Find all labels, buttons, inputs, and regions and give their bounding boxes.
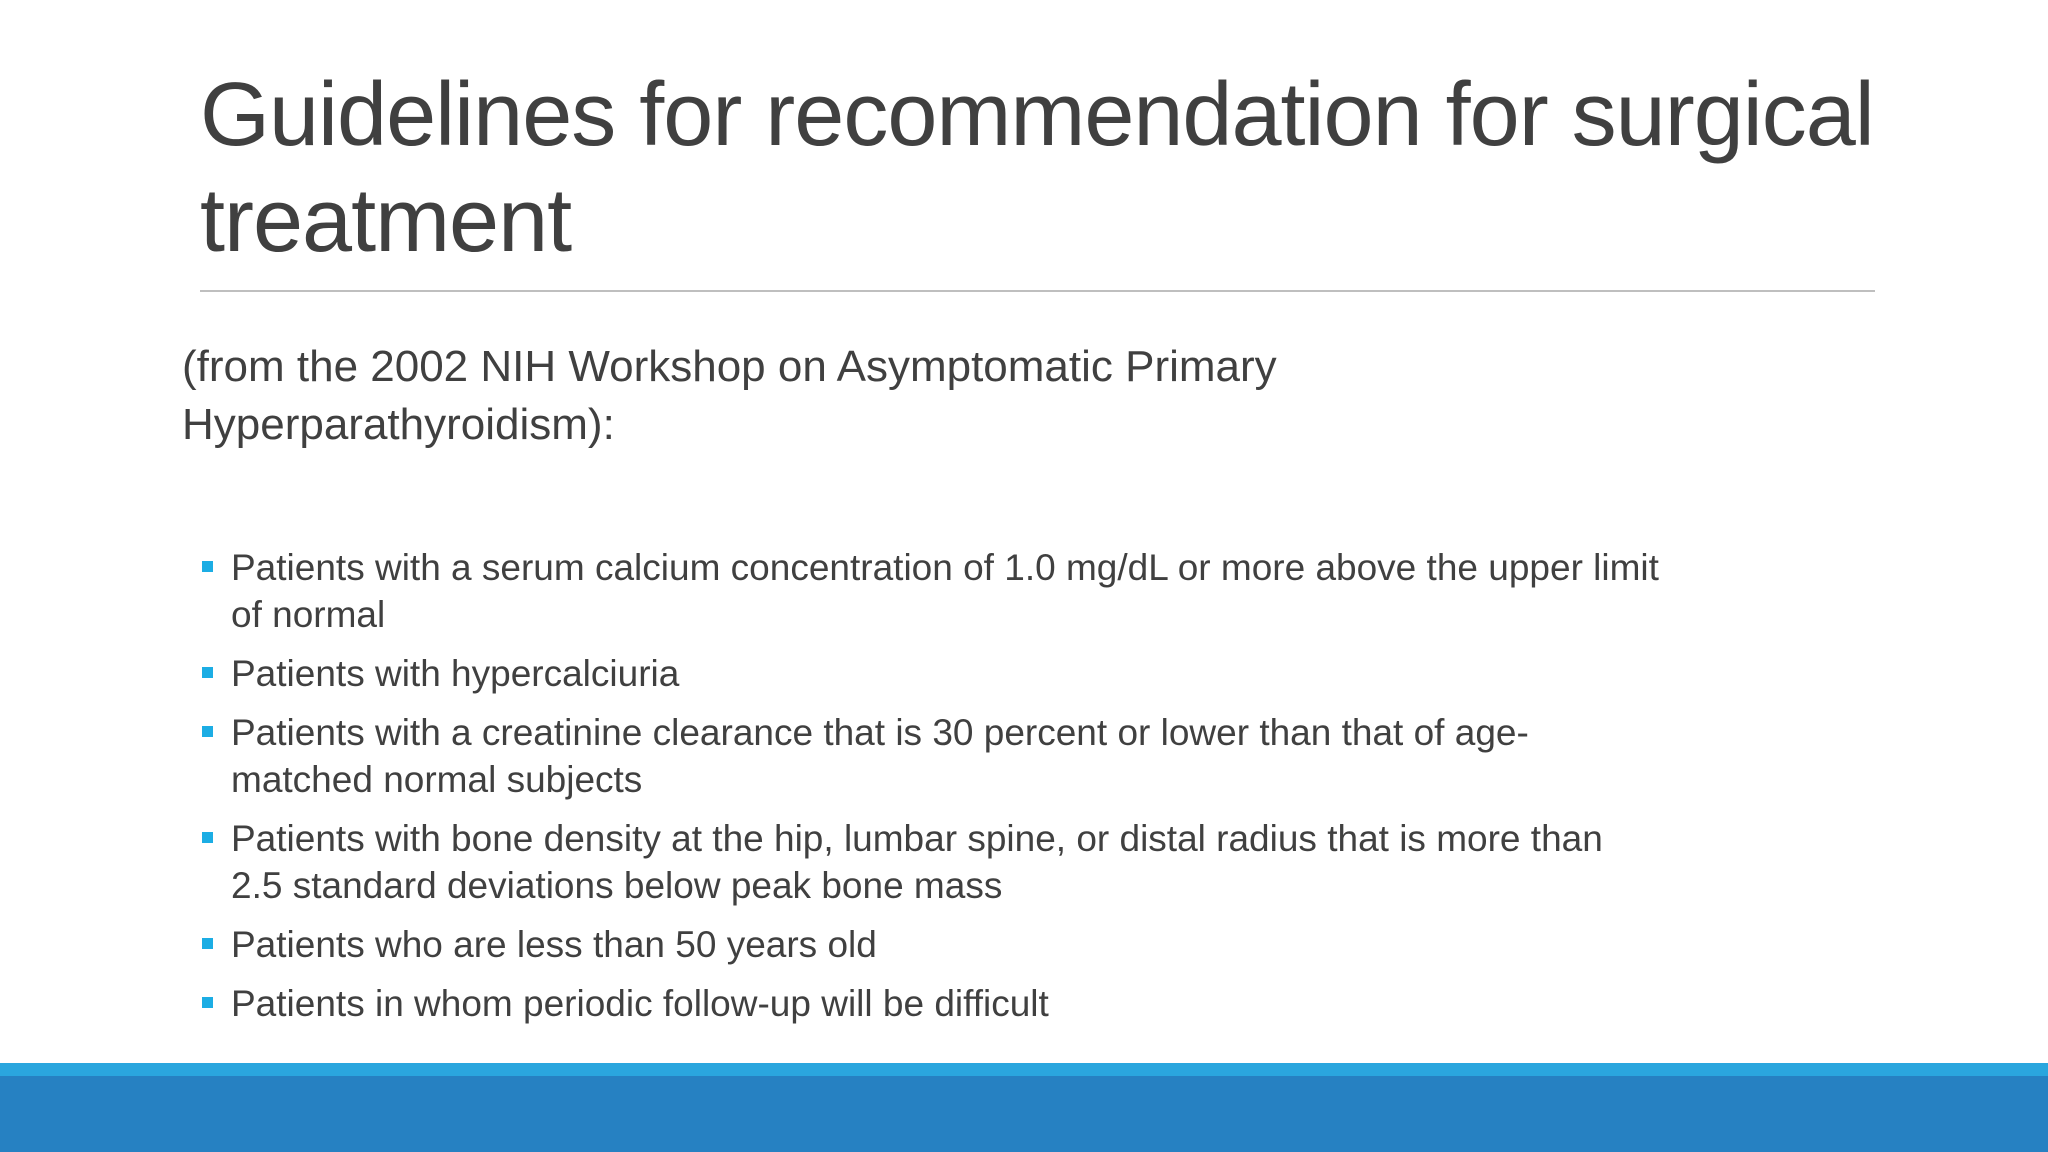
bullet-text: Patients with a serum calcium concentration of 1.0 mg/dL or more above the upper limit of normal <box>231 547 1659 635</box>
bullet-item <box>200 815 1660 909</box>
square-bullet-icon <box>202 832 213 843</box>
title-divider <box>200 290 1875 292</box>
square-bullet-icon <box>202 938 213 949</box>
footer-band-accent <box>0 1063 2048 1076</box>
bullet-item <box>200 650 1660 697</box>
square-bullet-icon <box>202 997 213 1008</box>
bullet-text: Patients who are less than 50 years old <box>231 924 877 965</box>
bullet-list <box>200 544 1660 1039</box>
bullet-text: Patients with bone density at the hip, lumbar spine, or distal radius that is more than 2.5 standard deviations below peak bone mass <box>231 818 1603 906</box>
square-bullet-icon <box>202 667 213 678</box>
bullet-item <box>200 980 1660 1027</box>
square-bullet-icon <box>202 726 213 737</box>
square-bullet-icon <box>202 561 213 572</box>
bullet-item <box>200 544 1660 638</box>
bullet-text: Patients in whom periodic follow-up will be difficult <box>231 983 1049 1024</box>
slide-title: Guidelines for recommendation for surgical treatment <box>200 65 1874 271</box>
bullet-text: Patients with a creatinine clearance that is 30 percent or lower than that of age-matched normal subjects <box>231 712 1529 800</box>
footer-band <box>0 1076 2048 1152</box>
bullet-item <box>200 921 1660 968</box>
intro-text: (from the 2002 NIH Workshop on Asymptomatic Primary Hyperparathyroidism): <box>182 342 1277 449</box>
bullet-item <box>200 709 1660 803</box>
bullet-text: Patients with hypercalciuria <box>231 653 680 694</box>
